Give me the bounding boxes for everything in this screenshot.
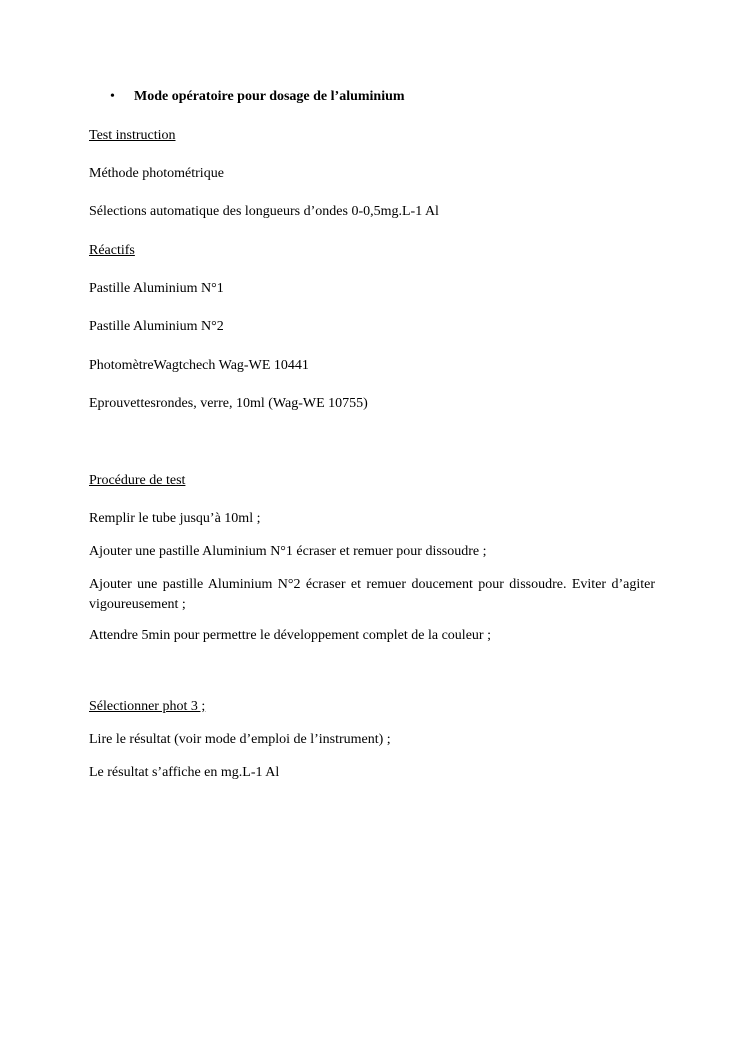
reagents-title: Réactifs [89,243,135,258]
procedure-step: Attendre 5min pour permettre le développement complet de la couleur ; [89,628,491,643]
wavelength-text: Sélections automatique des longueurs d’ondes 0-0,5mg.L-1 Al [89,204,439,219]
procedure-step: Ajouter une pastille Aluminium N°1 écraser et remuer pour dissoudre ; [89,544,487,559]
result-line: Le résultat s’affiche en mg.L-1 Al [89,765,280,780]
method-text: Méthode photométrique [89,166,224,181]
procedure-step: Ajouter une pastille Aluminium N°2 écraser et remuer doucement pour dissoudre. Eviter d’agiter vigoureusement ; [89,577,655,612]
procedure-step: Remplir le tube jusqu’à 10ml ; [89,511,261,526]
reagent-item: Pastille Aluminium N°2 [89,319,224,334]
reagent-item: PhotomètreWagtchech Wag-WE 10441 [89,358,309,373]
reagent-item: Pastille Aluminium N°1 [89,281,224,296]
select-phot-title: Sélectionner phot 3 ; [89,699,206,714]
bullet-heading [110,88,405,106]
result-line: Lire le résultat (voir mode d’emploi de l’instrument) ; [89,732,391,747]
test-instruction-title: Test instruction [89,128,176,143]
heading-text: Mode opératoire pour dosage de l’aluminium [134,89,405,104]
procedure-title: Procédure de test [89,473,186,488]
bullet-icon: • [110,89,115,104]
reagent-item: Eprouvettesrondes, verre, 10ml (Wag-WE 10755) [89,396,368,411]
